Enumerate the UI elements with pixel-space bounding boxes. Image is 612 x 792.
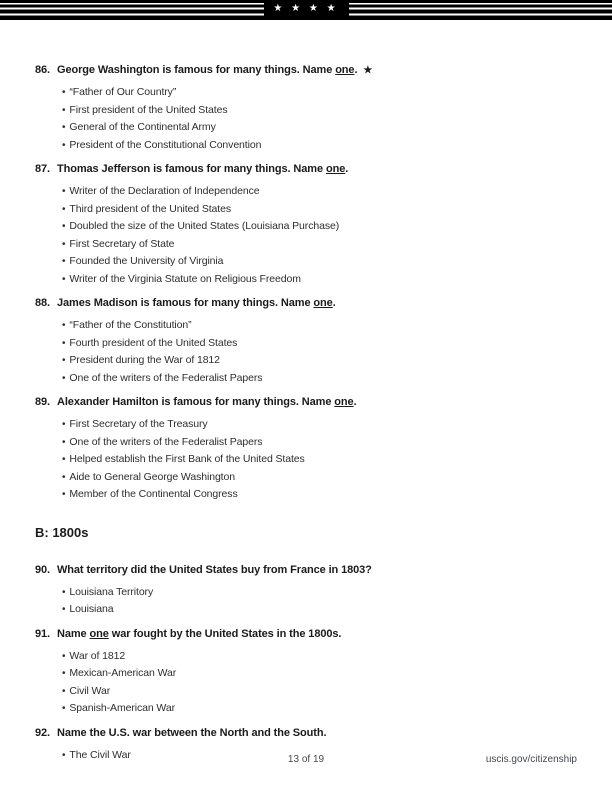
- underlined-word: one: [334, 396, 354, 408]
- answer-item: [35, 335, 582, 353]
- question-text: [57, 628, 582, 641]
- answer-item: [35, 271, 582, 289]
- bullet-icon: •: [62, 454, 66, 465]
- section-heading: B: 1800s: [35, 524, 89, 540]
- question-number: 87.: [35, 163, 50, 175]
- answer-text: Louisiana: [69, 603, 114, 615]
- question-block: [35, 297, 582, 387]
- question-line: [35, 64, 582, 77]
- question-line: [35, 163, 582, 176]
- answer-item: [35, 434, 582, 452]
- answer-text: The Civil War: [69, 748, 131, 761]
- question-block: [35, 628, 582, 718]
- answer-text: Member of the Continental Congress: [69, 488, 238, 500]
- answer-item: [35, 584, 582, 602]
- question-number: 90.: [35, 563, 50, 576]
- question-number: 91.: [35, 627, 50, 640]
- page-footer: [35, 754, 577, 768]
- content: [35, 64, 582, 773]
- answer-text: Helped establish the First Bank of the United States: [69, 453, 305, 465]
- question-number: 88.: [35, 297, 50, 309]
- bullet-icon: •: [62, 87, 66, 98]
- question-block: [35, 163, 582, 288]
- bullet-icon: •: [62, 471, 66, 483]
- answer-list: [35, 317, 582, 387]
- question-text-part: .: [354, 64, 361, 76]
- page-number: 13 of 19: [287, 754, 325, 765]
- answer-item: [35, 683, 582, 701]
- bullet-icon: •: [62, 703, 66, 714]
- question-line: [35, 727, 582, 740]
- question-line: [35, 297, 582, 310]
- answer-text: Civil War: [69, 684, 111, 697]
- answer-text: War of 1812: [69, 649, 126, 662]
- answer-text: President of the Constitutional Convention: [69, 138, 262, 151]
- bullet-icon: •: [62, 668, 66, 679]
- answer-text: Fourth president of the United States: [69, 336, 238, 349]
- bullet-icon: •: [62, 749, 66, 761]
- question-block: [35, 64, 582, 154]
- answer-text: One of the writers of the Federalist Papers: [69, 435, 263, 448]
- question-line: [35, 628, 582, 641]
- answer-item: [35, 137, 582, 155]
- question-text-part: George Washington is famous for many things. Name: [57, 64, 336, 76]
- question-number: 92.: [35, 726, 50, 739]
- answer-list: [35, 648, 582, 718]
- bullet-icon: •: [62, 238, 66, 250]
- answer-item: [35, 201, 582, 219]
- answer-text: First president of the United States: [69, 103, 228, 116]
- question-text-part: Name the U.S. war between the North and the South.: [57, 726, 327, 739]
- flag-stars-icon: ★ ★ ★ ★: [264, 0, 349, 20]
- bullet-icon: •: [62, 186, 66, 197]
- bullet-icon: •: [62, 221, 66, 232]
- answer-item: [35, 700, 582, 718]
- underlined-word: one: [335, 64, 355, 76]
- question-line: [35, 396, 582, 409]
- bullet-icon: •: [62, 372, 66, 384]
- bullet-icon: •: [62, 203, 66, 215]
- answer-item: [35, 102, 582, 120]
- bullet-icon: •: [62, 355, 66, 366]
- question-text-part: James Madison is famous for many things. Name: [57, 297, 314, 309]
- answer-text: Third president of the United States: [69, 202, 231, 215]
- answer-item: [35, 84, 582, 102]
- bullet-icon: •: [62, 256, 66, 267]
- underlined-word: one: [313, 297, 333, 309]
- flag-banner: [0, 0, 612, 20]
- bullet-icon: •: [62, 104, 66, 116]
- question-number: 86.: [35, 64, 50, 76]
- answer-item: [35, 352, 582, 370]
- answer-item: [35, 370, 582, 388]
- bullet-icon: •: [62, 419, 66, 430]
- answer-item: [35, 119, 582, 137]
- bullet-icon: •: [62, 139, 66, 151]
- answer-text: First Secretary of State: [69, 237, 175, 250]
- answer-text: Aide to General George Washington: [69, 470, 235, 483]
- answer-text: Writer of the Virginia Statute on Religious Freedom: [69, 272, 301, 285]
- bullet-icon: •: [62, 489, 66, 500]
- answer-text: Doubled the size of the United States (Louisiana Purchase): [69, 220, 340, 232]
- answer-text: General of the Continental Army: [69, 121, 216, 133]
- question-text: [57, 564, 582, 577]
- answer-item: [35, 253, 582, 271]
- question-text-part: .: [353, 396, 357, 408]
- question-text: [57, 727, 582, 740]
- answer-item: [35, 648, 582, 666]
- question-text-part: Thomas Jefferson is famous for many things. Name: [57, 163, 326, 175]
- answer-text: President during the War of 1812: [69, 354, 220, 366]
- answer-text: One of the writers of the Federalist Papers: [69, 371, 263, 384]
- question-text-part: What territory did the United States buy from France in 1803?: [57, 563, 372, 576]
- flag-stripes-right: [349, 0, 612, 20]
- answer-list: [35, 416, 582, 504]
- question-block: [35, 564, 582, 619]
- question-text: [57, 64, 582, 77]
- answer-item: [35, 451, 582, 469]
- question-line: [35, 564, 582, 577]
- answer-list: [35, 84, 582, 154]
- question-text: [57, 396, 582, 409]
- bullet-icon: •: [62, 586, 66, 598]
- answer-text: First Secretary of the Treasury: [69, 418, 208, 430]
- bullet-icon: •: [62, 436, 66, 448]
- answer-text: Writer of the Declaration of Independence: [69, 185, 260, 197]
- answer-list: [35, 183, 582, 288]
- answer-list: [35, 584, 582, 619]
- question-number: 89.: [35, 396, 50, 408]
- bullet-icon: •: [62, 273, 66, 285]
- question-text-part: Name: [57, 627, 90, 640]
- answer-item: [35, 469, 582, 487]
- bullet-icon: •: [62, 337, 66, 349]
- answer-item: [35, 416, 582, 434]
- answer-item: [35, 601, 582, 619]
- question-star-icon: ★: [363, 65, 373, 76]
- underlined-word: one: [325, 163, 346, 175]
- bullet-icon: •: [62, 604, 66, 615]
- answer-item: [35, 183, 582, 201]
- answer-item: [35, 317, 582, 335]
- answer-text: “Father of Our Country”: [69, 86, 177, 98]
- answer-item: [35, 236, 582, 254]
- question-text: [57, 297, 582, 310]
- question-block: [35, 396, 582, 504]
- flag-stripes-left: [0, 0, 264, 20]
- answer-text: Spanish-American War: [69, 702, 175, 714]
- bullet-icon: •: [62, 685, 66, 697]
- bullet-icon: •: [62, 320, 66, 331]
- answer-text: Founded the University of Virginia: [69, 255, 224, 267]
- bullet-icon: •: [62, 122, 66, 133]
- answer-text: “Father of the Constitution”: [69, 319, 192, 331]
- underlined-word: one: [89, 627, 109, 640]
- question-text-part: .: [332, 297, 336, 309]
- answer-text: Mexican-American War: [69, 667, 177, 679]
- question-text: [57, 163, 582, 176]
- answer-item: [35, 486, 582, 504]
- question-text-part: Alexander Hamilton is famous for many things. Name: [57, 396, 335, 408]
- bullet-icon: •: [62, 650, 66, 662]
- website-link: uscis.gov/citizenship: [485, 754, 577, 765]
- answer-item: [35, 218, 582, 236]
- answer-text: Louisiana Territory: [69, 585, 154, 598]
- question-text-part: war fought by the United States in the 1800s.: [108, 627, 342, 640]
- question-text-part: .: [345, 163, 349, 175]
- answer-item: [35, 665, 582, 683]
